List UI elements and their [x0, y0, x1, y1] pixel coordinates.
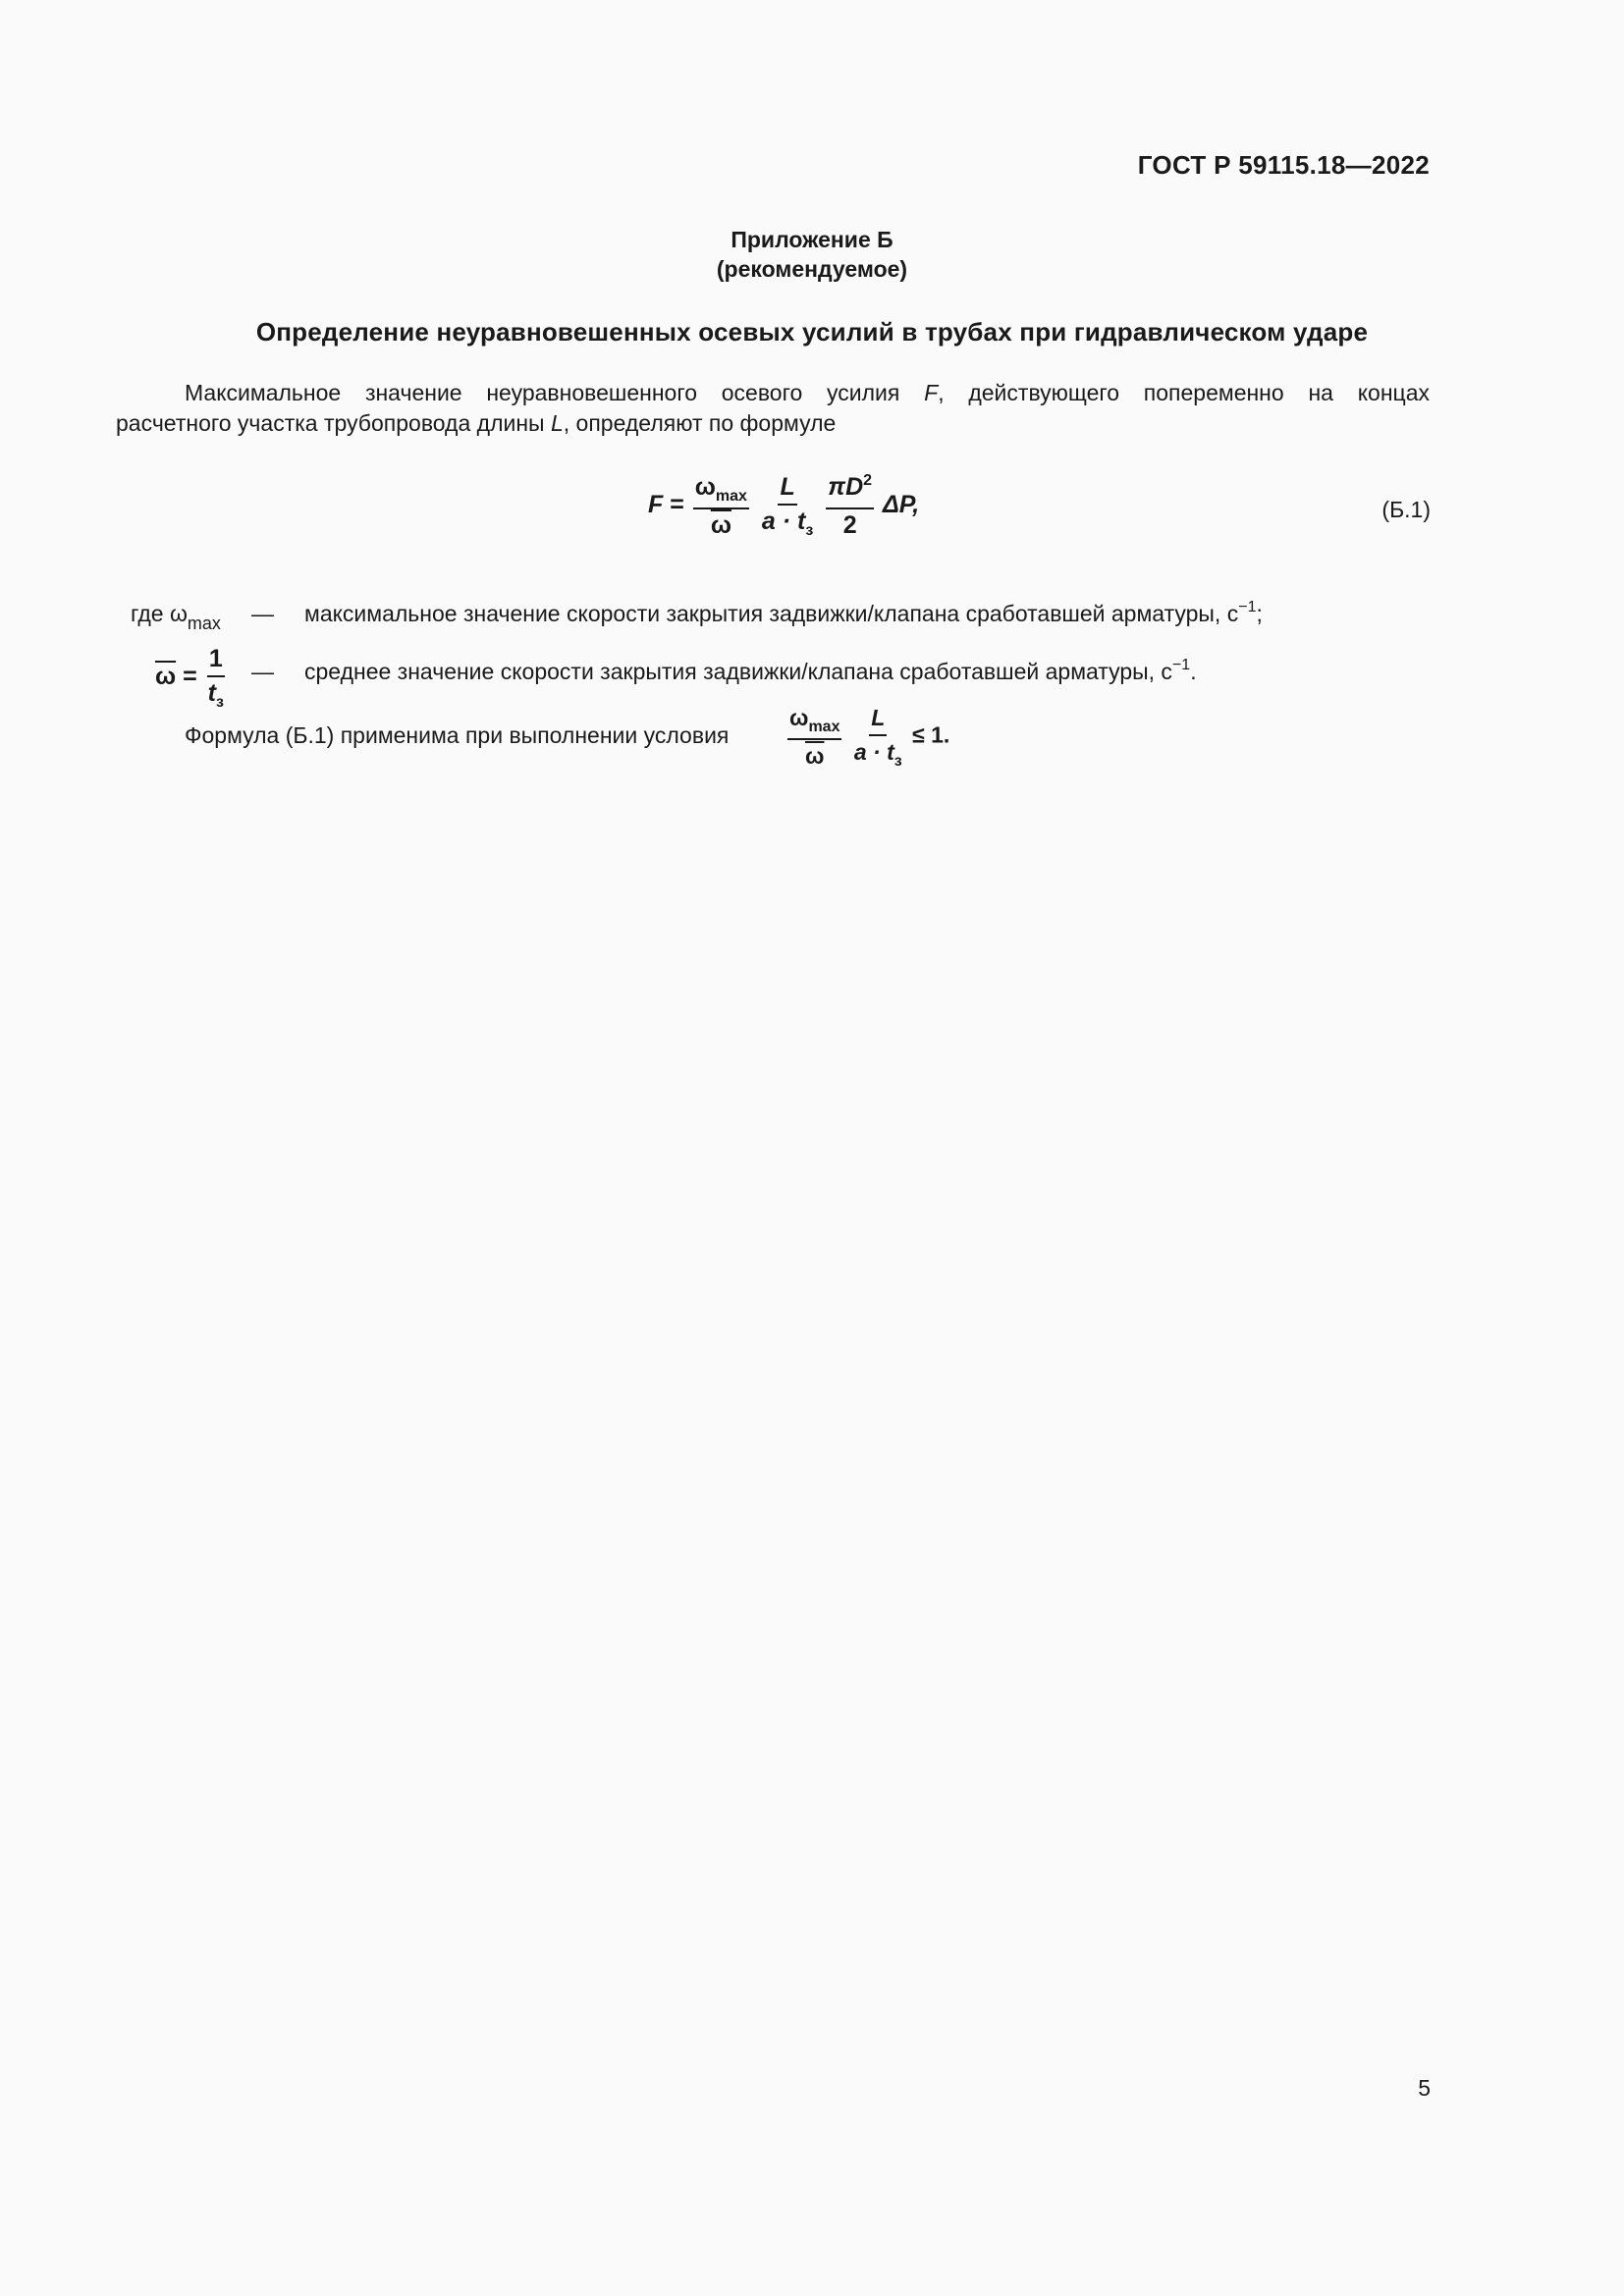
- fraction-omega: [787, 705, 841, 769]
- paragraph-line-1: [116, 378, 1430, 408]
- fraction-area: [826, 474, 874, 538]
- formula-b1: [648, 474, 919, 538]
- fraction-numerator: L: [869, 705, 887, 736]
- definition-dash: —: [251, 659, 274, 684]
- formula-equals: =: [183, 663, 197, 691]
- definition-label: [131, 601, 221, 633]
- variable-l: L: [550, 410, 564, 436]
- omega-symbol: ω: [789, 705, 809, 730]
- subscript-max: max: [808, 719, 840, 735]
- unit-superscript: −1: [1238, 599, 1257, 615]
- punctuation: ;: [1256, 601, 1263, 626]
- fraction-length: [852, 705, 904, 769]
- paragraph-text: , определяют по формуле: [563, 410, 837, 436]
- definition-formula: [155, 646, 228, 710]
- subscript-max: max: [187, 614, 221, 633]
- omega-mean-symbol: ω: [805, 743, 825, 769]
- definition-text: [304, 659, 1197, 685]
- formula-lhs: F: [648, 491, 664, 519]
- condition-formula: [785, 705, 949, 769]
- omega-symbol: ω: [694, 473, 716, 501]
- section-title: Определение неуравновешенных осевых усилий в трубах при гидравлическом ударе: [255, 317, 1369, 347]
- definition-dash: —: [251, 601, 274, 626]
- fraction-numerator: L: [778, 474, 796, 506]
- definition-text: [304, 601, 1263, 627]
- definition-description: максимальное значение скорости закрытия задвижки/клапана сработавшей арматуры, с: [304, 601, 1239, 626]
- condition-inequality: ≤ 1.: [912, 721, 950, 748]
- subscript-z: з: [893, 753, 902, 770]
- body-paragraph: [116, 378, 1430, 439]
- subscript-z: з: [215, 694, 224, 711]
- definition-description: среднее значение скорости закрытия задвижки/клапана сработавшей арматуры, с: [304, 659, 1172, 684]
- fraction-denominator: t: [207, 679, 216, 707]
- punctuation: .: [1190, 659, 1197, 684]
- condition-text: Формула (Б.1) применима при выполнении условия: [185, 722, 730, 748]
- appendix-title: Приложение Б: [731, 227, 893, 252]
- subscript-max: max: [715, 488, 747, 505]
- fraction-numerator: πD: [828, 473, 864, 501]
- omega-mean-symbol: $\overline{\omega}$: [155, 663, 177, 691]
- fraction-denominator: a · t: [761, 507, 806, 535]
- paragraph-text: расчетного участка трубопровода длины: [116, 410, 551, 436]
- fraction-numerator: 1: [207, 646, 225, 677]
- fraction-reciprocal: [206, 646, 226, 710]
- subscript-z: з: [805, 522, 814, 539]
- fraction-denominator: 2: [842, 511, 857, 539]
- page-number: 5: [1418, 2075, 1431, 2101]
- formula-equals: =: [670, 491, 684, 519]
- appendix-heading: [0, 225, 1624, 284]
- definition-symbol: где ω: [131, 601, 188, 626]
- fraction-omega: [693, 474, 749, 538]
- equation-number: (Б.1): [1381, 497, 1431, 522]
- omega-mean-symbol: ω: [710, 511, 731, 539]
- fraction-length: [760, 474, 815, 538]
- paragraph-line-2: [116, 408, 1430, 439]
- document-code: ГОСТ Р 59115.18—2022: [1137, 150, 1430, 180]
- formula-tail: ΔP,: [882, 491, 920, 519]
- paragraph-text: , действующего попеременно на концах: [938, 380, 1430, 405]
- appendix-status: (рекомендуемое): [716, 256, 908, 282]
- unit-superscript: −1: [1171, 657, 1191, 673]
- superscript-2: 2: [863, 472, 873, 489]
- variable-f: F: [924, 380, 939, 405]
- fraction-denominator: a · t: [853, 739, 894, 765]
- paragraph-text: Максимальное значение неуравновешенного осевого усилия: [185, 380, 925, 405]
